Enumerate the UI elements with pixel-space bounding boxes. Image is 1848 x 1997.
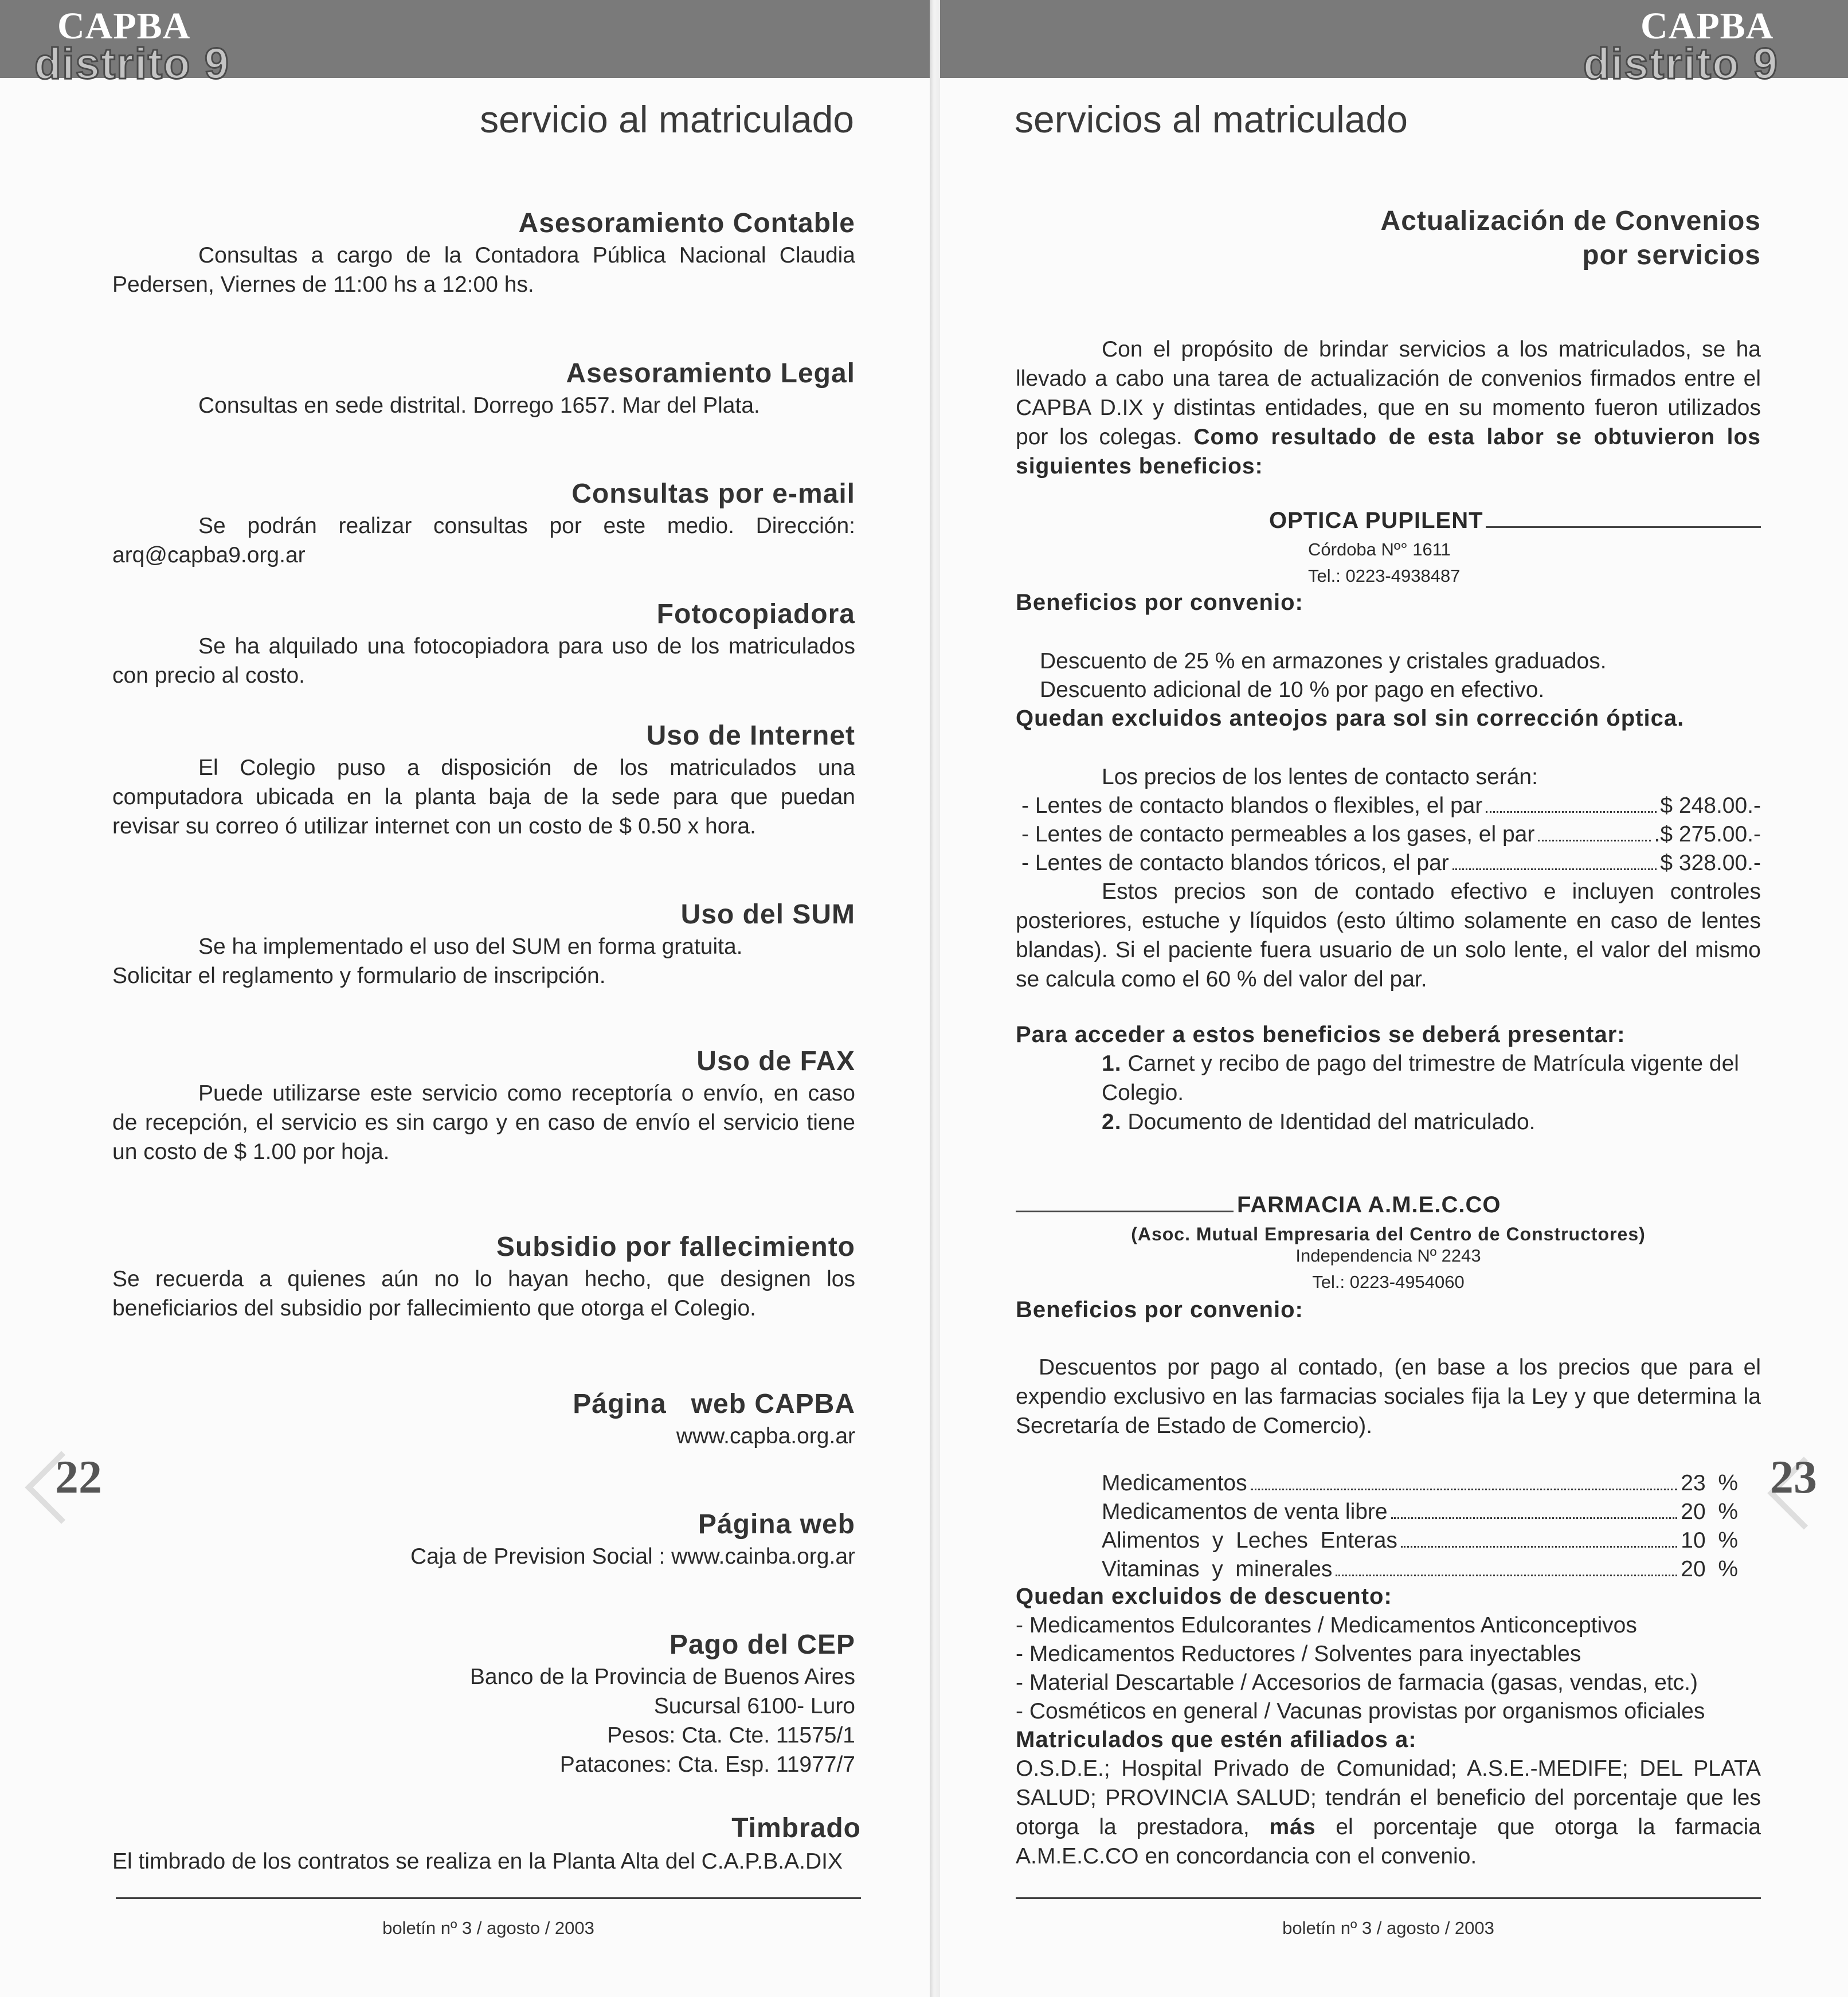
heading-pagina-web: Página web — [698, 1509, 855, 1540]
farmacia-desc: Descuentos por pago al contado, (en base a los precios que para el expendio exclusivo en las farmacias sociales fija la Ley y que determina la Secretaría de Estado de Comercio). — [1016, 1355, 1761, 1438]
footer-rule-right — [1016, 1897, 1761, 1899]
pago-cep-line: Pesos: Cta. Cte. 11575/1 — [607, 1723, 855, 1748]
discount-pct: 23 % — [1681, 1471, 1738, 1495]
right-section-title: servicios al matriculado — [1015, 98, 1408, 140]
heading-timbrado: Timbrado — [731, 1813, 861, 1843]
heading-uso-internet: Uso de Internet — [646, 721, 855, 751]
optica-header — [1269, 508, 1761, 534]
discount-item: Medicamentos — [1102, 1471, 1247, 1495]
text-fotocopiadora: Se ha alquilado una fotocopiadora para uso de los matriculados con precio al costo. — [112, 634, 855, 688]
price-item: - Lentes de contacto permeables a los gases, el par — [1021, 822, 1535, 847]
discount-item: Alimentos y Leches Enteras — [1102, 1528, 1397, 1553]
farmacia-discount-row — [1102, 1526, 1738, 1555]
farmacia-excluded-item: - Material Descartable / Accesorios de farmacia (gasas, vendas, etc.) — [1016, 1670, 1698, 1695]
heading-consultas-email: Consultas por e-mail — [571, 479, 855, 509]
discount-pct: 20 % — [1681, 1557, 1738, 1581]
logo-distrito-left: distrito 9 — [34, 40, 230, 88]
farmacia-excluded-title: Quedan excluidos de descuento: — [1016, 1584, 1392, 1609]
farmacia-excluded-item: - Cosméticos en general / Vacunas provistas por organismos oficiales — [1016, 1699, 1705, 1724]
discount-leader — [1336, 1575, 1677, 1576]
pago-cep-line: Patacones: Cta. Esp. 11977/7 — [559, 1752, 855, 1777]
discount-pct: 10 % — [1681, 1528, 1738, 1553]
optica-name: OPTICA PUPILENT — [1269, 508, 1483, 533]
footer-left: boletín nº 3 / agosto / 2003 — [382, 1918, 594, 1938]
req1-text: Carnet y recibo de pago del trimestre de Matrícula vigente del Colegio. — [1102, 1051, 1739, 1105]
left-section-title: servicio al matriculado — [480, 98, 854, 140]
price-leader — [1538, 840, 1650, 841]
optica-prices-intro: Los precios de los lentes de contacto serán: — [1102, 765, 1538, 789]
page-number-left: 22 — [55, 1451, 102, 1503]
price-item: - Lentes de contacto blandos tóricos, el par — [1021, 851, 1449, 875]
farmacia-discount-row — [1102, 1469, 1738, 1498]
farmacia-rule — [1016, 1211, 1234, 1212]
logo-capba-right: CAPBA — [1641, 5, 1774, 47]
req2-text: Documento de Identidad del matriculado. — [1127, 1110, 1536, 1134]
farmacia-affiliated-text — [1016, 1754, 1761, 1871]
farmacia-beneficios-label: Beneficios por convenio: — [1016, 1297, 1303, 1322]
price-value: .$ 275.00.- — [1654, 822, 1761, 847]
optica-beneficios-label: Beneficios por convenio: — [1016, 590, 1303, 615]
optica-prices-note: Estos precios son de contado efectivo e incluyen controles posteriores, estuche y líquidos (esto último solamente en caso de lentes blandas). Si el paciente fuera usuario de un solo lente, el valor del mismo se calcula como el 60 % del valor del par. — [1016, 879, 1761, 992]
price-leader — [1486, 811, 1657, 813]
req2-number: 2. — [1102, 1110, 1122, 1134]
logo-capba-left: CAPBA — [57, 5, 191, 47]
optica-price-row — [1021, 791, 1761, 820]
farmacia-phone: Tel.: 0223-4954060 — [1312, 1272, 1465, 1292]
heading-actualizacion: Actualización de Convenios — [1380, 206, 1761, 236]
page-number-right: 23 — [1770, 1451, 1817, 1503]
text-caja-prevision: Caja de Prevision Social : www.cainba.org.ar — [410, 1544, 855, 1569]
optica-rule — [1486, 526, 1761, 528]
heading-fotocopiadora: Fotocopiadora — [656, 599, 855, 629]
heading-uso-fax: Uso de FAX — [696, 1046, 855, 1076]
farmacia-address: Independencia Nº 2243 — [1295, 1246, 1481, 1266]
text-asesoramiento-contable: Consultas a cargo de la Contadora Pública Nacional Claudia Pedersen, Viernes de 11:00 hs a 12:00 hs. — [112, 243, 855, 297]
footer-rule-left — [116, 1897, 861, 1899]
price-leader — [1452, 868, 1657, 870]
intro-text: Con el propósito de brindar servicios a los matriculados, se ha llevado a cabo una tarea de actualización de convenios firmados entre el CAPBA D.IX y distintas entidades, que en su momento fueron utilizados por los colegas. — [1016, 337, 1761, 449]
optica-desc1: Descuento de 25 % en armazones y cristales graduados. — [1040, 649, 1607, 674]
text-asesoramiento-legal: Consultas en sede distrital. Dorrego 1657. Mar del Plata. — [198, 393, 760, 418]
text-subsidio: Se recuerda a quienes aún no lo hayan hecho, que designen los beneficiarios del subsidio por fallecimiento que otorga el Colegio. — [112, 1267, 855, 1321]
logo-distrito-right: distrito 9 — [1583, 40, 1779, 88]
text-uso-sum: Se ha implementado el uso del SUM en forma gratuita. — [198, 934, 743, 959]
farmacia-discount-row — [1102, 1554, 1738, 1584]
heading-asesoramiento-legal: Asesoramiento Legal — [566, 358, 855, 389]
discount-leader — [1391, 1517, 1678, 1519]
optica-price-row — [1021, 848, 1761, 878]
intro-bold: Como resultado de esta labor se obtuvieron los siguientes beneficios: — [1016, 425, 1761, 479]
farmacia-excluded-item: - Medicamentos Edulcorantes / Medicamentos Anticonceptivos — [1016, 1613, 1637, 1638]
farmacia-excluded-item: - Medicamentos Reductores / Solventes para inyectables — [1016, 1642, 1581, 1666]
affiliated-text-2: el porcentaje que otorga la farmacia A.M.E.C.CO en concordancia con el convenio. — [1016, 1815, 1761, 1869]
text-intro — [1016, 335, 1761, 481]
text-uso-sum-2: Solicitar el reglamento y formulario de inscripción. — [112, 964, 606, 988]
optica-phone: Tel.: 0223-4938487 — [1308, 566, 1461, 586]
optica-desc2: Descuento adicional de 10 % por pago en efectivo. — [1040, 678, 1545, 702]
discount-item: Medicamentos de venta libre — [1102, 1499, 1388, 1524]
heading-asesoramiento-contable: Asesoramiento Contable — [518, 208, 855, 238]
pago-cep-line: Banco de la Provincia de Buenos Aires — [469, 1665, 855, 1689]
text-uso-internet: El Colegio puso a disposición de los matriculados una computadora ubicada en la planta baja de la sede para que puedan revisar su correo ó utilizar internet con un costo de $ 0.50 x hora. — [112, 755, 855, 839]
price-value: $ 328.00.- — [1660, 851, 1761, 875]
price-item: - Lentes de contacto blandos o flexibles, el par — [1021, 793, 1483, 818]
heading-por-servicios: por servicios — [1582, 240, 1761, 271]
text-consultas-email: Se podrán realizar consultas por este medio. Dirección: arq@capba9.org.ar — [112, 514, 855, 567]
farmacia-discount-row — [1102, 1497, 1738, 1526]
discount-leader — [1401, 1546, 1677, 1548]
price-value: $ 248.00.- — [1660, 793, 1761, 818]
text-uso-fax: Puede utilizarse este servicio como receptoría o envío, en caso de recepción, el servicio es sin cargo y en caso de envío el servicio tiene un costo de $ 1.00 por hoja. — [112, 1081, 855, 1164]
affiliated-text-1: O.S.D.E.; Hospital Privado de Comunidad; A.S.E.-MEDIFE; DEL PLATA SALUD; PROVINCIA SALUD; tendrán el beneficio del porcentaje que les otorga la prestadora, — [1016, 1756, 1761, 1839]
optica-address: Córdoba Nº° 1611 — [1308, 539, 1451, 559]
farmacia-header — [1016, 1192, 1589, 1218]
affiliated-bold: más — [1269, 1815, 1316, 1839]
optica-access-title: Para acceder a estos beneficios se deberá presentar: — [1016, 1022, 1626, 1047]
discount-pct: 20 % — [1681, 1499, 1738, 1524]
farmacia-affiliated-title: Matriculados que estén afiliados a: — [1016, 1727, 1417, 1752]
farmacia-subtitle: (Asoc. Mutual Empresaria del Centro de Constructores) — [1131, 1224, 1646, 1244]
footer-right: boletín nº 3 / agosto / 2003 — [1282, 1918, 1494, 1938]
optica-req2 — [1102, 1107, 1761, 1137]
pago-cep-line: Sucursal 6100- Luro — [653, 1694, 855, 1718]
discount-leader — [1251, 1489, 1678, 1490]
discount-item: Vitaminas y minerales — [1102, 1557, 1333, 1581]
heading-pagina-web-capba: Página web CAPBA — [573, 1389, 855, 1419]
optica-price-row — [1021, 820, 1761, 849]
spine — [930, 0, 940, 1997]
heading-pago-cep: Pago del CEP — [669, 1630, 855, 1660]
optica-excluded: Quedan excluidos anteojos para sol sin corrección óptica. — [1016, 706, 1685, 731]
heading-uso-sum: Uso del SUM — [680, 899, 855, 930]
farmacia-name: FARMACIA A.M.E.C.CO — [1237, 1192, 1501, 1217]
text-timbrado: El timbrado de los contratos se realiza en la Planta Alta del C.A.P.B.A.DIX — [112, 1849, 843, 1874]
req1-number: 1. — [1102, 1051, 1122, 1076]
link-capba-web[interactable]: www.capba.org.ar — [676, 1424, 855, 1448]
heading-subsidio: Subsidio por fallecimiento — [496, 1232, 855, 1262]
optica-req1 — [1102, 1049, 1761, 1107]
